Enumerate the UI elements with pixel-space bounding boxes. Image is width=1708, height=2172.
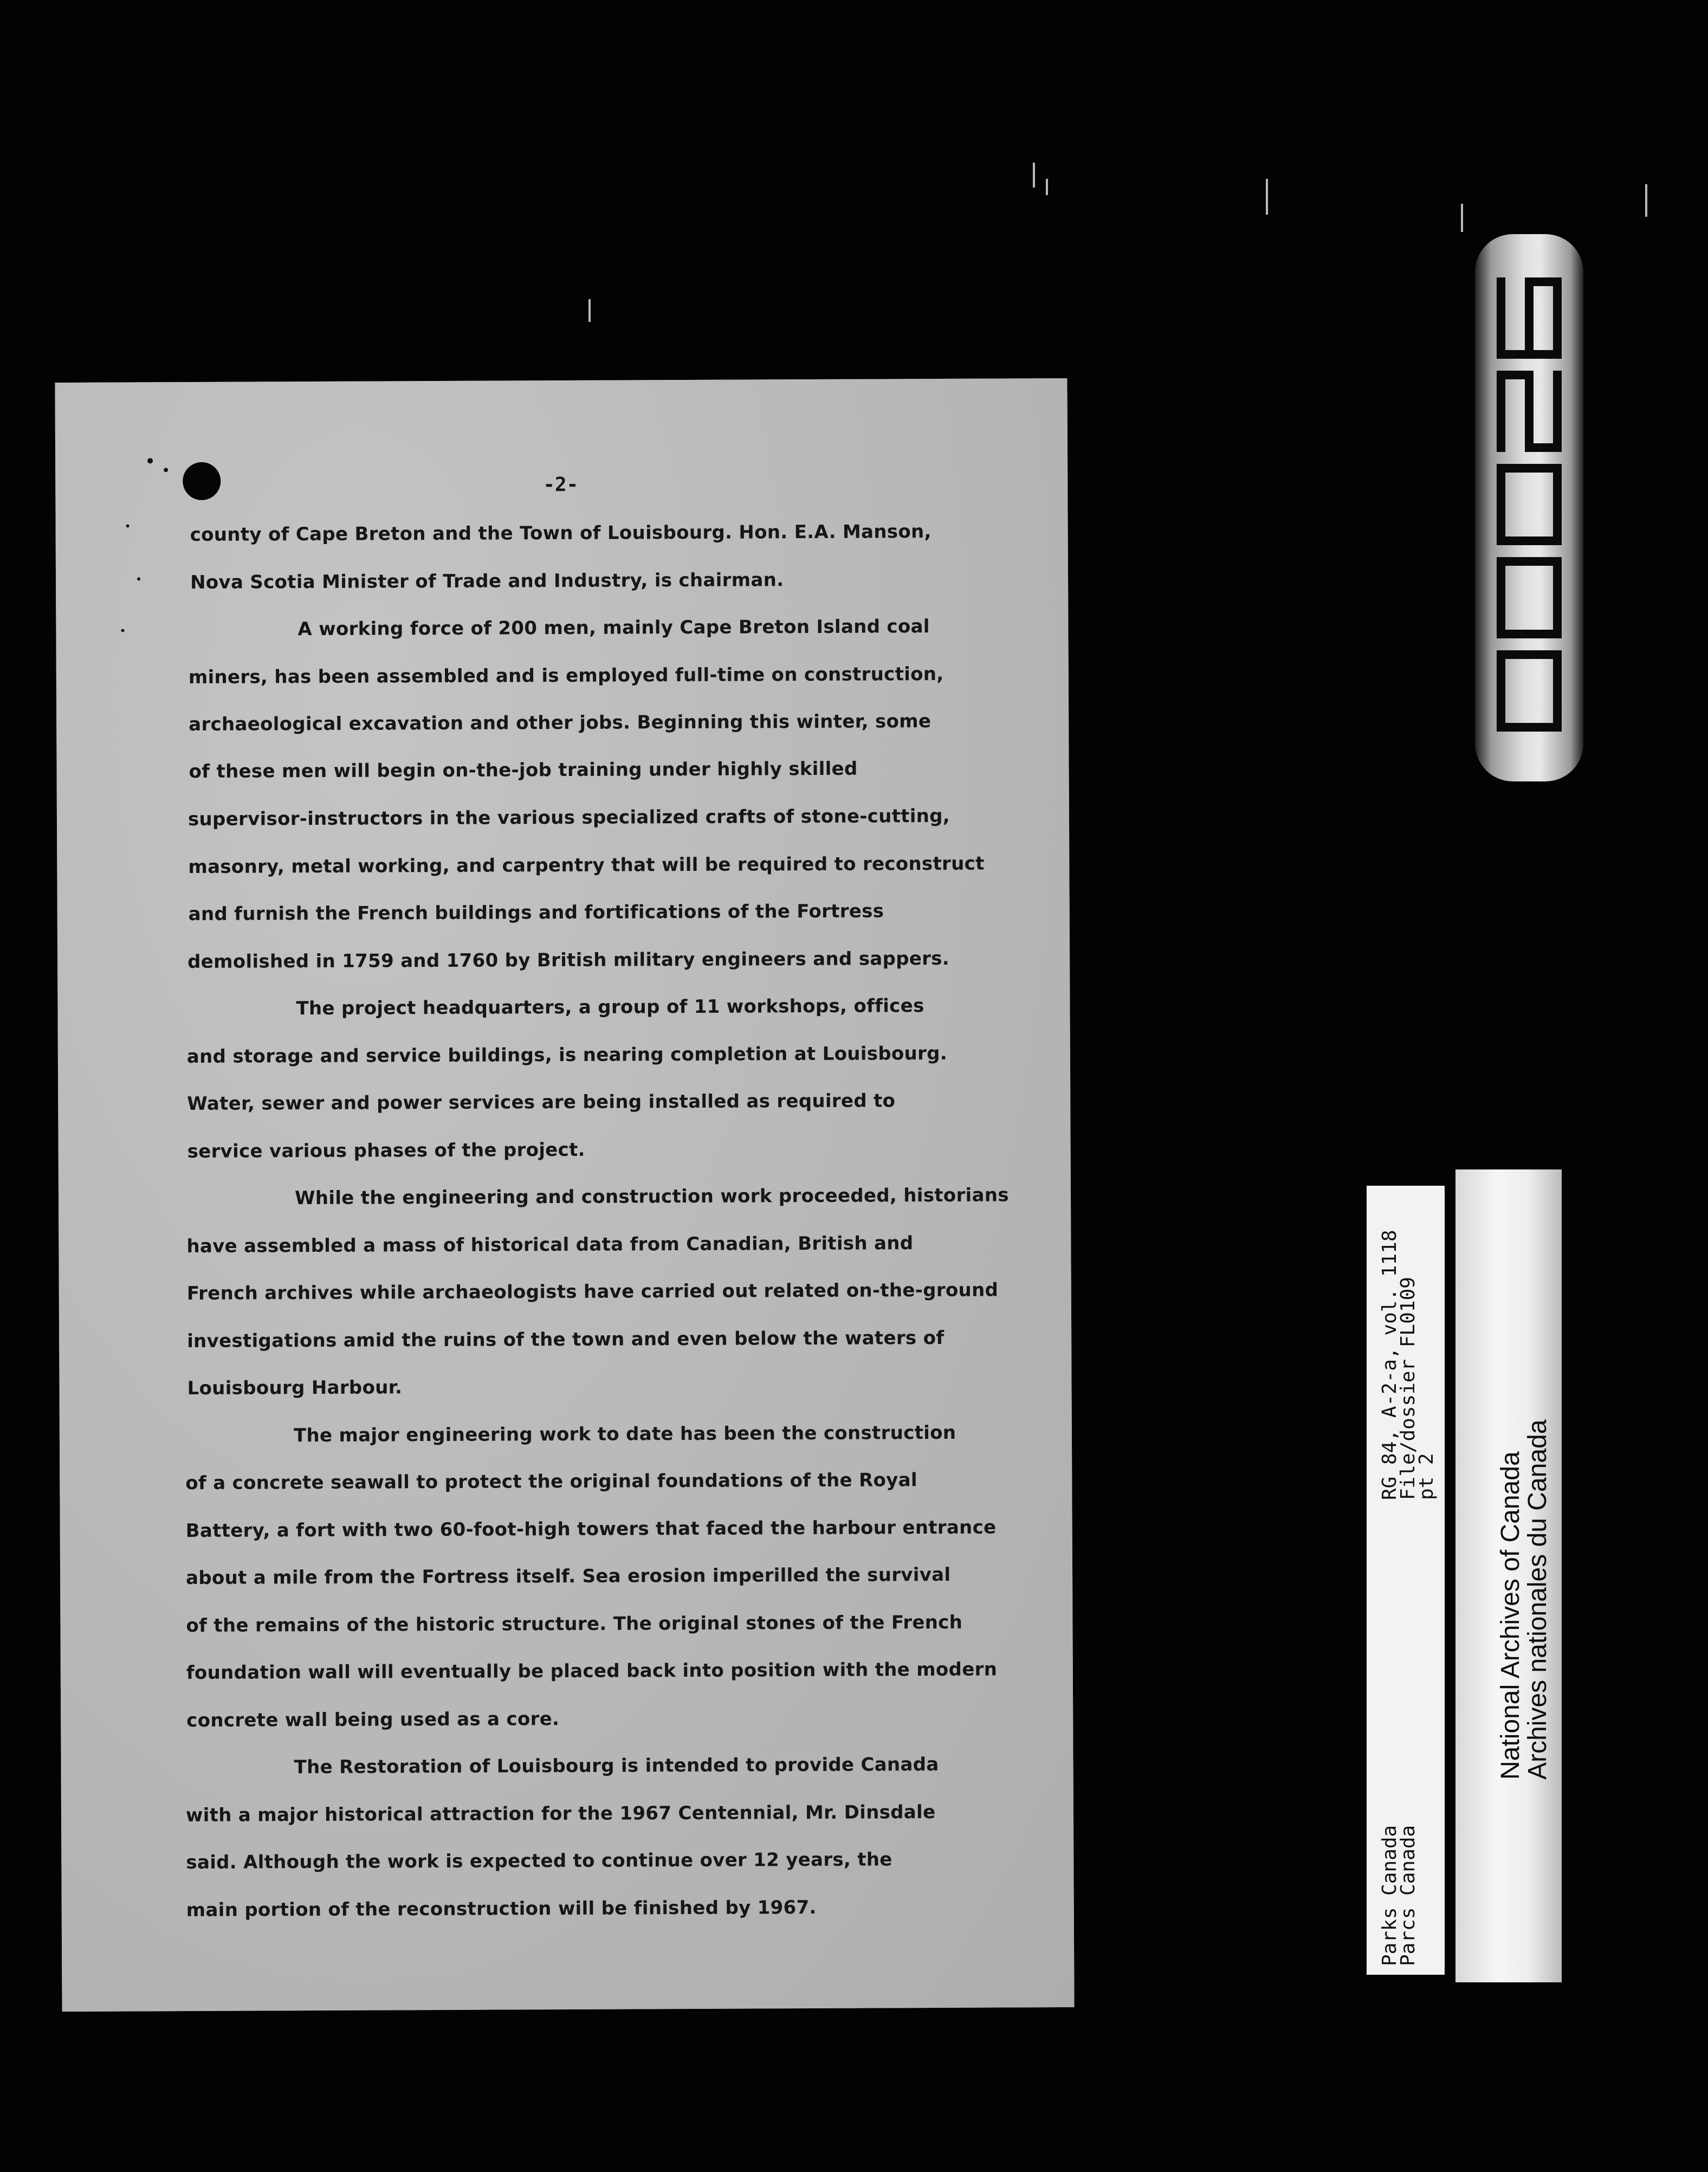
digit-segment	[1497, 464, 1529, 473]
text-line: A working force of 200 men, mainly Cape Breton Island coal	[297, 616, 930, 641]
text-line: of these men will begin on-the-job training under highly skilled	[189, 758, 858, 783]
text-line: of a concrete seawall to protect the original foundations of the Royal	[185, 1469, 918, 1495]
text-line: French archives while archaeologists have carried out related on-the-ground	[186, 1279, 999, 1305]
digit-segment	[1525, 371, 1534, 452]
digit-segment	[1497, 557, 1505, 638]
ink-speck	[147, 458, 153, 463]
reference-label	[1367, 1186, 1445, 1975]
document-page	[55, 378, 1074, 2012]
digit-segment	[1497, 536, 1529, 545]
digit-segment	[1553, 277, 1562, 359]
text-line: main portion of the reconstruction will be finished by 1967.	[186, 1896, 817, 1922]
frame-counter-digits	[1475, 272, 1583, 749]
digit-segment	[1553, 371, 1562, 452]
digit-segment	[1529, 630, 1562, 638]
digit-segment	[1497, 371, 1505, 452]
digit-segment	[1497, 650, 1529, 659]
digit-segment	[1529, 723, 1562, 732]
counter-digit	[1497, 557, 1562, 638]
text-line: said. Although the work is expected to continue over 12 years, the	[186, 1848, 892, 1874]
text-line: The Restoration of Louisbourg is intended to provide Canada	[294, 1753, 939, 1779]
digit-segment	[1497, 723, 1529, 732]
counter-digit	[1497, 650, 1562, 732]
reference-line: RG 84, A-2-a, vol. 1118	[1379, 1230, 1401, 1500]
text-line: county of Cape Breton and the Town of Louisbourg. Hon. E.A. Manson,	[190, 521, 931, 546]
digit-segment	[1553, 464, 1562, 545]
text-line: with a major historical attraction for the 1967 Centennial, Mr. Dinsdale	[185, 1801, 936, 1827]
ink-speck	[137, 577, 140, 580]
text-line: Battery, a fort with two 60-foot-high towers that faced the harbour entrance	[185, 1516, 997, 1542]
digit-segment	[1525, 277, 1534, 359]
text-line: concrete wall being used as a core.	[186, 1708, 560, 1732]
text-line: investigations amid the ruins of the town and even below the waters of	[187, 1327, 944, 1353]
ink-speck	[121, 629, 124, 632]
digit-segment	[1497, 650, 1505, 732]
digit-segment	[1497, 277, 1505, 359]
reference-line: Parks Canada	[1379, 1825, 1401, 1966]
digit-segment	[1529, 536, 1562, 545]
text-line: The major engineering work to date has been the construction	[293, 1421, 956, 1447]
page-number: -2-	[543, 473, 579, 496]
text-line: about a mile from the Fortress itself. Sea erosion imperilled the survival	[185, 1563, 951, 1589]
digit-segment	[1497, 630, 1529, 638]
counter-digit	[1497, 464, 1562, 545]
text-line: demolished in 1759 and 1760 by British military engineers and sappers.	[187, 947, 950, 973]
ink-speck	[126, 524, 130, 527]
text-line: supervisor-instructors in the various specialized crafts of stone-cutting,	[187, 805, 950, 831]
film-scratch	[1046, 179, 1048, 195]
text-line: miners, has been assembled and is employed full-time on construction,	[188, 663, 944, 689]
reference-line: pt 2	[1415, 1453, 1438, 1500]
digit-segment	[1553, 557, 1562, 638]
digit-segment	[1497, 350, 1529, 359]
reference-line: Parcs Canada	[1397, 1825, 1419, 1966]
punch-hole	[183, 462, 221, 500]
digit-segment	[1497, 464, 1505, 545]
archives-label	[1455, 1169, 1562, 1982]
counter-digit	[1497, 277, 1562, 359]
text-line: While the engineering and construction work proceeded, historians	[294, 1184, 1009, 1210]
digit-segment	[1553, 650, 1562, 732]
text-line: and storage and service buildings, is nearing completion at Louisbourg.	[186, 1042, 948, 1068]
film-scratch	[1033, 163, 1035, 188]
ink-speck	[164, 468, 168, 472]
text-line: and furnish the French buildings and fortifications of the Fortress	[188, 900, 884, 926]
frame-counter	[1475, 234, 1583, 781]
text-line: The project headquarters, a group of 11 workshops, offices	[296, 995, 924, 1020]
text-line: service various phases of the project.	[187, 1139, 585, 1163]
text-line: Louisbourg Harbour.	[187, 1376, 403, 1400]
text-line: masonry, metal working, and carpentry that will be required to reconstruct	[188, 852, 985, 878]
text-line: Water, sewer and power services are being installed as required to	[187, 1090, 896, 1115]
digit-segment	[1497, 557, 1529, 566]
text-line: foundation wall will eventually be placed back into position with the modern	[186, 1658, 998, 1684]
text-line: of the remains of the historic structure. The original stones of the French	[186, 1611, 963, 1637]
text-line: Nova Scotia Minister of Trade and Industry, is chairman.	[190, 569, 784, 594]
film-scratch	[1645, 184, 1647, 217]
archives-name-en: National Archives of Canada	[1496, 1451, 1525, 1780]
archives-name-fr: Archives nationales du Canada	[1523, 1419, 1552, 1780]
text-line: archaeological excavation and other jobs. Beginning this winter, some	[189, 710, 931, 736]
reference-line: File/dossier FL0109	[1397, 1277, 1419, 1500]
text-line: have assembled a mass of historical data from Canadian, British and	[186, 1232, 914, 1258]
digit-segment	[1497, 371, 1529, 379]
film-scratch	[1461, 204, 1463, 232]
film-scratch	[1266, 179, 1268, 215]
film-scratch	[588, 299, 591, 322]
counter-digit	[1497, 371, 1562, 452]
